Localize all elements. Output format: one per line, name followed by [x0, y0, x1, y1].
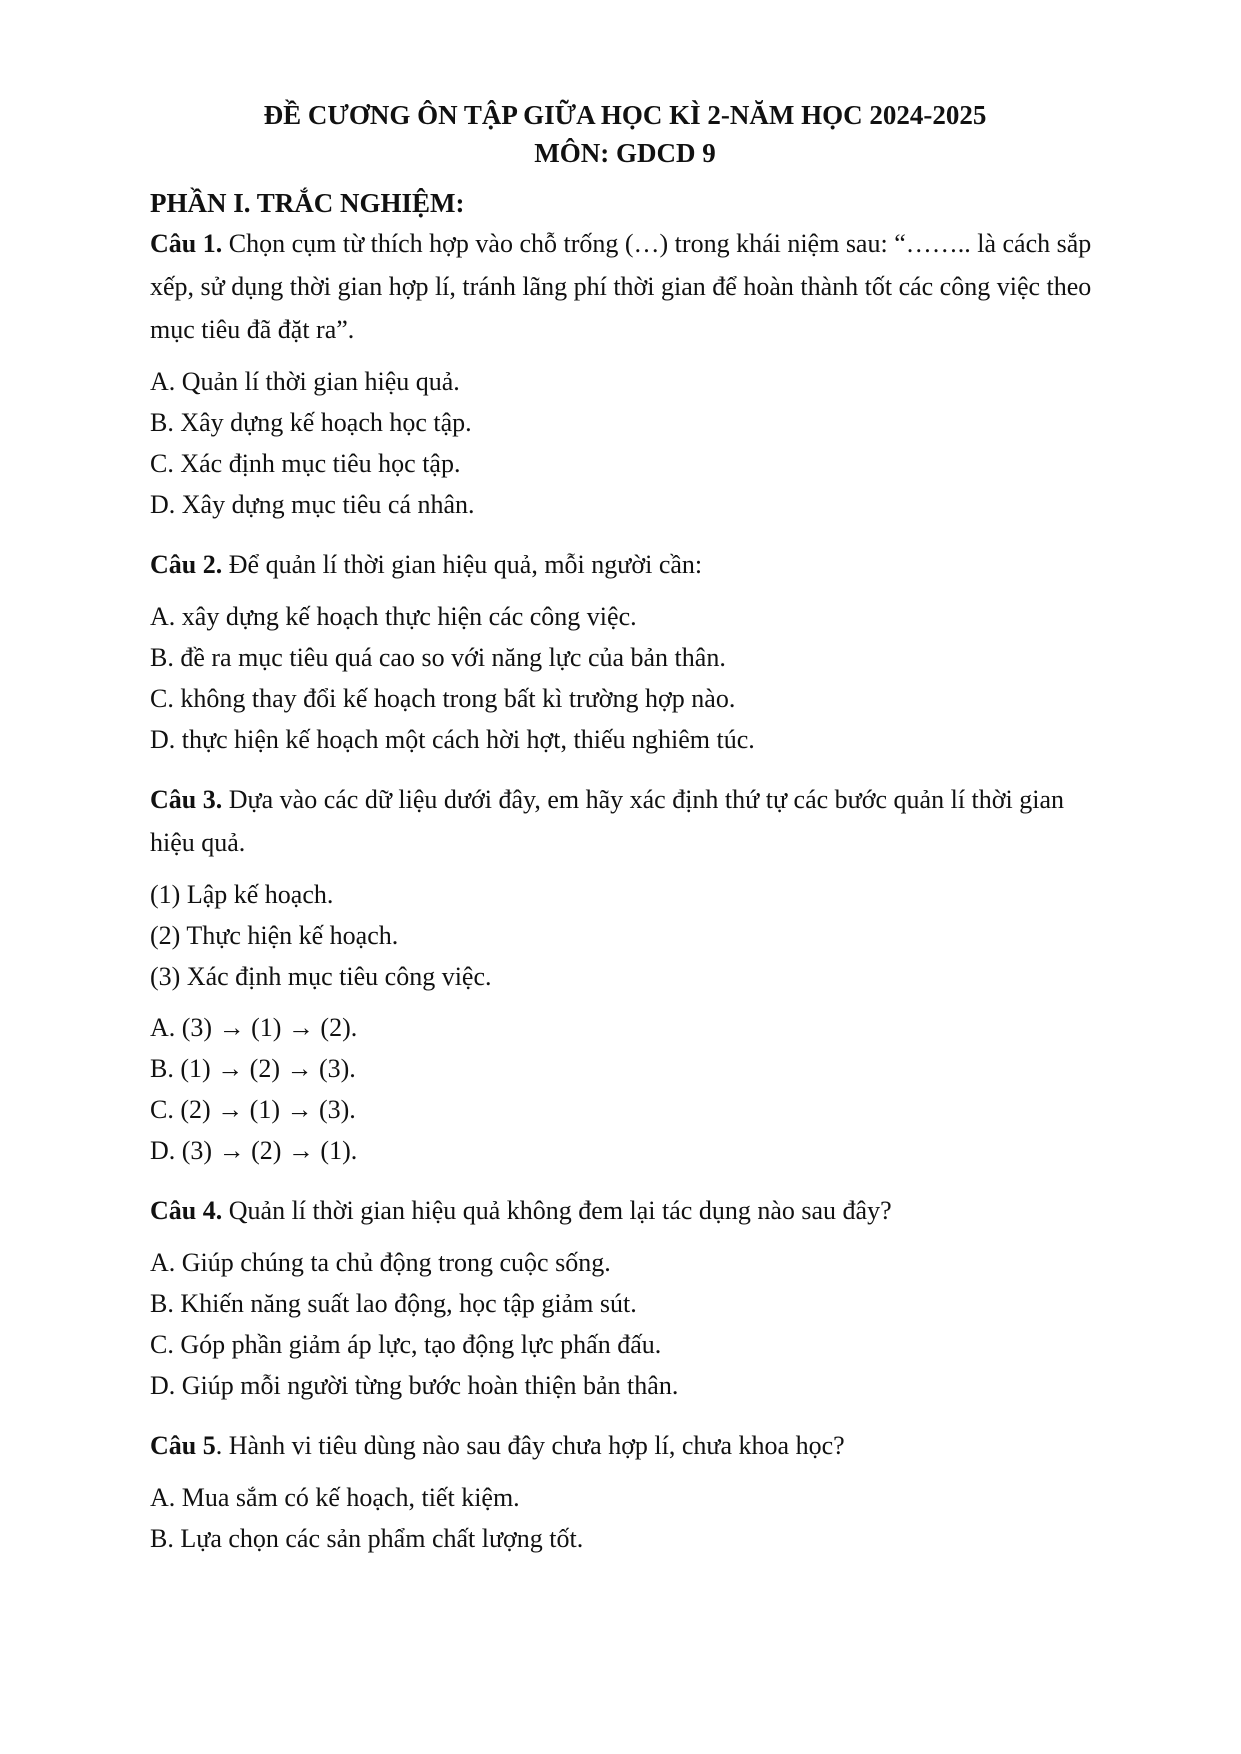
- answer-option-a: A. xây dựng kế hoạch thực hiện các công việc.: [150, 602, 637, 631]
- answer-option-a: A. Mua sắm có kế hoạch, tiết kiệm.: [150, 1483, 520, 1512]
- section-heading: PHẦN I. TRẮC NGHIỆM:: [150, 188, 465, 218]
- question-text: [150, 1424, 1100, 1467]
- answer-options: [150, 596, 1100, 760]
- question-label: Câu 5: [150, 1431, 216, 1460]
- question-text: [150, 1189, 1100, 1232]
- question-label: Câu 3.: [150, 785, 223, 814]
- answer-option-c: C. Xác định mục tiêu học tập.: [150, 449, 461, 478]
- question-label: Câu 4.: [150, 1196, 223, 1225]
- document-title-line1: ĐỀ CƯƠNG ÔN TẬP GIỮA HỌC KÌ 2-NĂM HỌC 2024-2025: [263, 100, 987, 130]
- question-5: [150, 1424, 1100, 1559]
- answer-option-d: D. Giúp mỗi người từng bước hoàn thiện bản thân.: [150, 1371, 679, 1400]
- step-list: [150, 874, 1100, 997]
- answer-option-d: D. thực hiện kế hoạch một cách hời hợt, thiếu nghiêm túc.: [150, 725, 755, 754]
- question-text: [150, 222, 1100, 351]
- question-body: Dựa vào các dữ liệu dưới đây, em hãy xác định thứ tự các bước quản lí thời gian hiệu quả.: [150, 785, 1064, 857]
- answer-option-b: B. Khiến năng suất lao động, học tập giảm sút.: [150, 1289, 637, 1318]
- answer-option-d: D. (3) → (2) → (1).: [150, 1136, 358, 1165]
- question-3: [150, 778, 1100, 1171]
- answer-options: [150, 1242, 1100, 1406]
- answer-options: [150, 1477, 1100, 1559]
- question-text: [150, 778, 1100, 864]
- answer-option-b: B. Lựa chọn các sản phẩm chất lượng tốt.: [150, 1524, 584, 1553]
- question-label: Câu 2.: [150, 550, 223, 579]
- answer-option-d: D. Xây dựng mục tiêu cá nhân.: [150, 490, 475, 519]
- answer-option-b: B. Xây dựng kế hoạch học tập.: [150, 408, 472, 437]
- step-item-3: (3) Xác định mục tiêu công việc.: [150, 962, 492, 991]
- document-page: [150, 96, 1100, 1559]
- answer-option-a: A. (3) → (1) → (2).: [150, 1013, 358, 1042]
- document-title-line2: MÔN: GDCD 9: [534, 138, 716, 168]
- answer-option-b: B. (1) → (2) → (3).: [150, 1054, 356, 1083]
- question-2: [150, 543, 1100, 760]
- question-body: . Hành vi tiêu dùng nào sau đây chưa hợp lí, chưa khoa học?: [215, 1431, 845, 1460]
- answer-option-b: B. đề ra mục tiêu quá cao so với năng lực của bản thân.: [150, 643, 726, 672]
- answer-option-c: C. Góp phần giảm áp lực, tạo động lực phấn đấu.: [150, 1330, 662, 1359]
- question-label: Câu 1.: [150, 229, 223, 258]
- question-1: [150, 222, 1100, 525]
- question-body: Chọn cụm từ thích hợp vào chỗ trống (…) trong khái niệm sau: “…….. là cách sắp xếp, sử dụng thời gian hợp lí, tránh lãng phí thời gian để hoàn thành tốt các công việc theo mục tiêu đã đặt ra”.: [150, 229, 1092, 344]
- answer-option-a: A. Giúp chúng ta chủ động trong cuộc sống.: [150, 1248, 611, 1277]
- answer-option-c: C. không thay đổi kế hoạch trong bất kì trường hợp nào.: [150, 684, 736, 713]
- answer-options: [150, 1007, 1100, 1171]
- answer-options: [150, 361, 1100, 525]
- step-item-2: (2) Thực hiện kế hoạch.: [150, 921, 399, 950]
- question-text: [150, 543, 1100, 586]
- question-body: Quản lí thời gian hiệu quả không đem lại tác dụng nào sau đây?: [222, 1196, 892, 1225]
- answer-option-c: C. (2) → (1) → (3).: [150, 1095, 356, 1124]
- question-4: [150, 1189, 1100, 1406]
- question-body: Để quản lí thời gian hiệu quả, mỗi người cần:: [222, 550, 703, 579]
- step-item-1: (1) Lập kế hoạch.: [150, 880, 334, 909]
- answer-option-a: A. Quản lí thời gian hiệu quả.: [150, 367, 460, 396]
